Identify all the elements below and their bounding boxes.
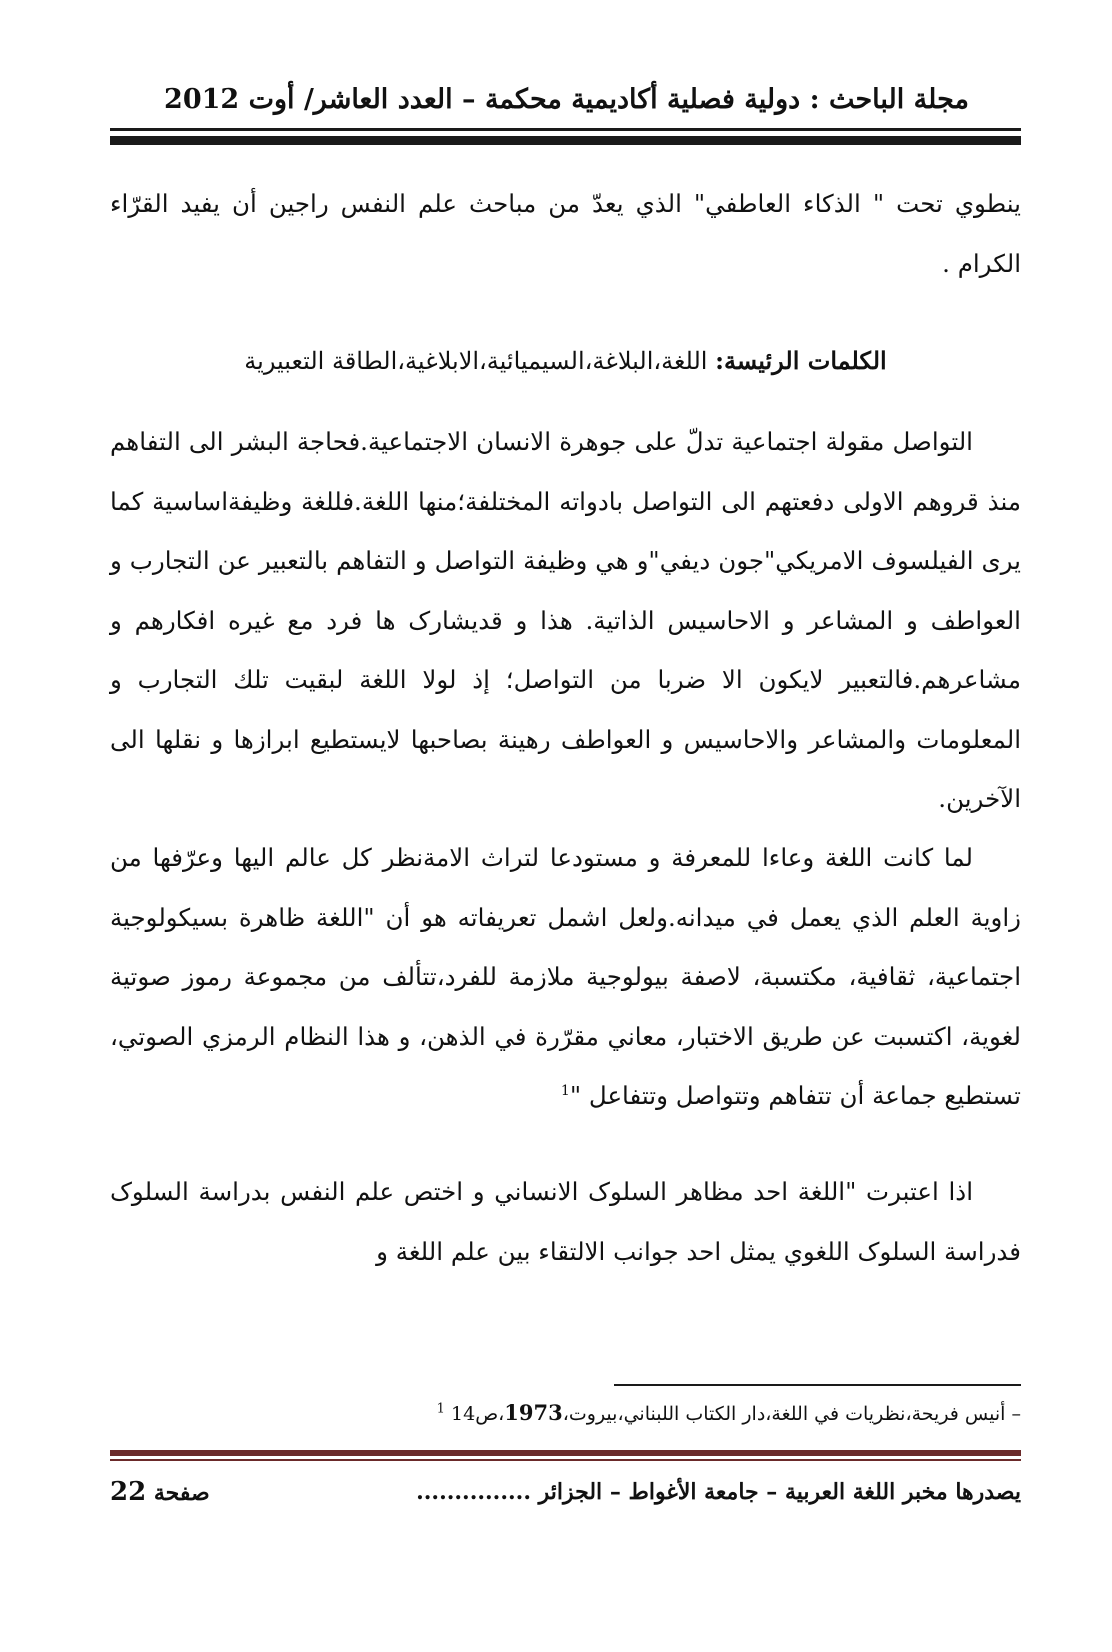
intro-paragraph <box>110 174 1021 293</box>
page-label: صفحة <box>153 1480 210 1506</box>
header-rule-thick <box>110 136 1021 145</box>
page-footer <box>110 1472 1021 1512</box>
footer-rule-thin <box>110 1459 1021 1461</box>
paragraph-2-wrapper <box>110 828 1021 1126</box>
paragraph-2-text: لما كانت اللغة وعاءا للمعرفة و مستودعا لتراث الامةنظر كل عالم اليها وعرّفها من زاوية العلم الذي يعمل في ميدانه.ولعل اشمل تعريفاته هو أن "اللغة ظاهرة بسيكولوجية اجتماعية، ثقافية، مكتسبة، لاصفة بيولوجية ملازمة للفرد،تتألف من مجموعة رموز صوتية لغوية، اكتسبت عن طريق الاختبار، معاني مقرّرة في الذهن، و هذا النظام الرمزي الصوتي، تستطيع جماعة أن تتفاهم وتتواصل وتتفاعل " <box>110 843 1021 1110</box>
paragraph-language-definition <box>110 828 1021 1126</box>
paragraph-communication <box>110 412 1021 829</box>
footnote-number: 1 <box>436 1401 445 1417</box>
footnote-marker[interactable]: 1 <box>560 1082 570 1099</box>
footer-publisher: يصدرها مخبر اللغة العربية – جامعة الأغواط – الجزائر ............... <box>416 1479 1021 1505</box>
keywords-label: الكلمات الرئيسة: <box>715 346 887 375</box>
footnote <box>110 1396 1021 1431</box>
page-number: 22 <box>110 1477 147 1507</box>
footer-rule-thick <box>110 1450 1021 1456</box>
journal-header-title: مجلة الباحث : دولية فصلية أكاديمية محكمة – العدد العاشر/ أوت 2012 <box>164 84 969 115</box>
footnote-separator <box>614 1384 1021 1386</box>
footnote-page-ref: ،ص14 <box>444 1403 505 1425</box>
keywords-line <box>110 331 1021 392</box>
paragraph-3-text: اذا اعتبرت "اللغة احد مظاهر السلوک الانساني و اختص علم النفس بدراسة السلوک فدراسة السلوک اللغوي يمثل احد جوانب الالتقاء بين علم اللغة و <box>110 1177 1021 1266</box>
footnote-year: 1973 <box>504 1400 563 1425</box>
paragraph-psychology <box>110 1162 1021 1281</box>
intro-text: ينطوي تحت " الذكاء العاطفي" الذي يعدّ من مباحث علم النفس راجين أن يفيد القرّاء الكرام . <box>110 189 1021 278</box>
footnote-text: – أنيس فريحة،نظريات في اللغة،دار الكتاب اللبناني،بيروت، <box>562 1403 1021 1425</box>
footer-page-indicator <box>110 1472 210 1513</box>
keywords-text: اللغة،البلاغة،السيميائية،الابلاغية،الطاقة التعبيرية <box>244 347 716 375</box>
header-rule-thin <box>110 128 1021 131</box>
paragraph-1-text: التواصل مقولة اجتماعية تدلّ على جوهرة الانسان الاجتماعية.فحاجة البشر الى التفاهم منذ قروهم الاولى دفعتهم الى التواصل بادواته المختلفة؛منها اللغة.فللغة وظيفةاساسية كما يرى الفيلسوف الامريكي"جون ديفي"و هي وظيفة التواصل و التفاهم بالتعبير عن التجارب و العواطف و المشاعر و الاحاسيس الذاتية. هذا و قديشارک ها فرد مع غيره افكارهم و مشاعرهم.فالتعبير لايكون الا ضربا من التواصل؛ إذ لولا اللغة لبقيت تلك التجارب و المعلومات والمشاعر والاحاسيس و العواطف رهينة بصاحبها لايستطيع ابرازها و نقلها الى الآخرين. <box>110 427 1021 813</box>
